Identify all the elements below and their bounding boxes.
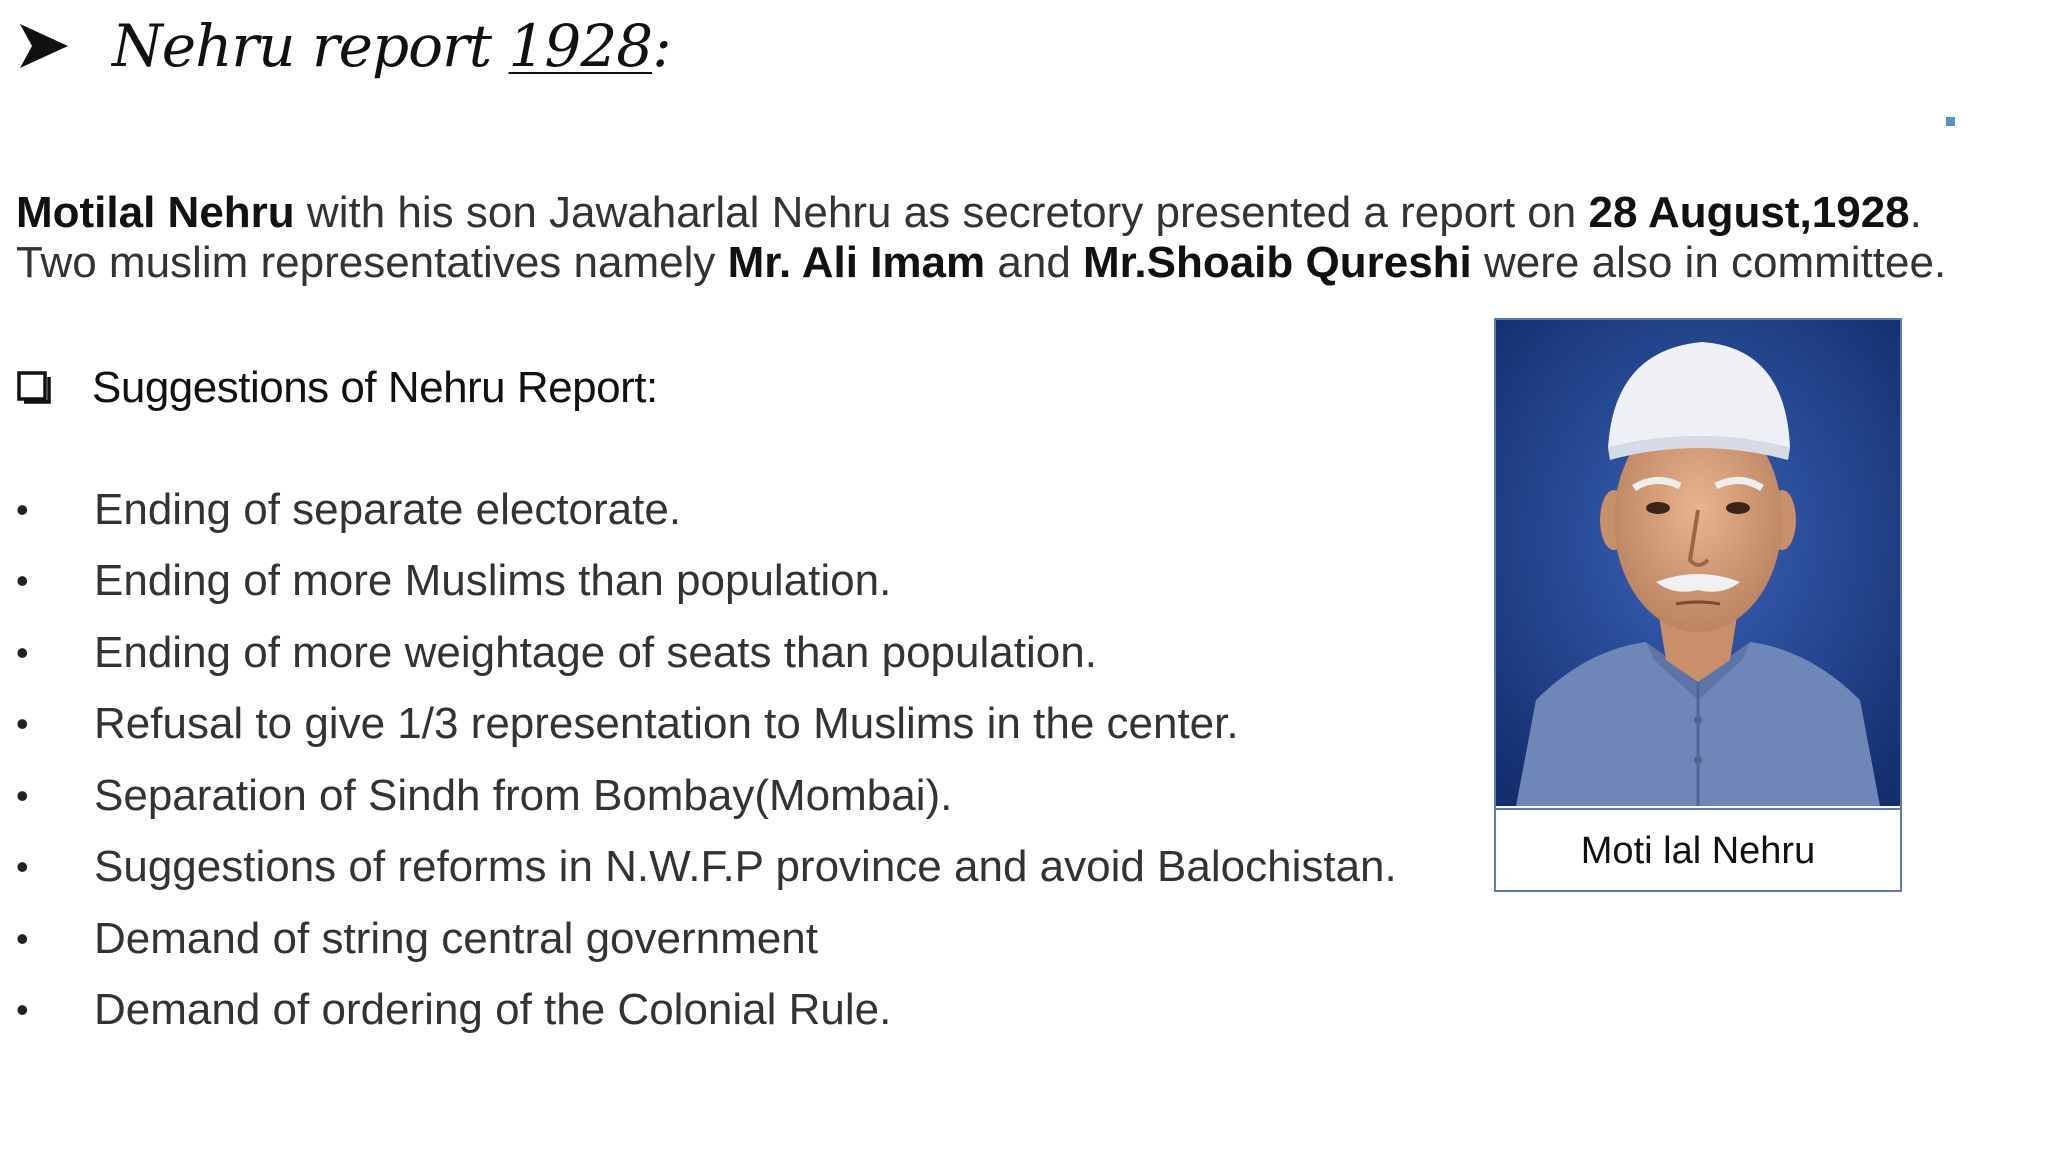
list-item [16, 975, 1397, 1047]
list-item [16, 832, 1397, 904]
intro-date: 28 August,1928 [1588, 188, 1910, 237]
list-item [16, 617, 1397, 689]
portrait-caption: Moti lal Nehru [1496, 808, 1900, 892]
intro-motilal-nehru: Motilal Nehru [16, 188, 295, 237]
list-item-text: Refusal to give 1/3 representation to Muslims in the center. [94, 699, 1239, 749]
arrowhead-bullet-icon [18, 20, 70, 72]
intro-text-2: . Two muslim representatives namely [16, 188, 1922, 287]
intro-text-3: and [985, 238, 1084, 287]
bullet-icon: • [16, 774, 29, 816]
list-item-text: Suggestions of reforms in N.W.F.P province and avoid Balochistan. [94, 842, 1397, 892]
slide-title [18, 6, 671, 86]
list-item [16, 474, 1397, 546]
suggestions-heading-text: Suggestions of Nehru Report: [92, 363, 658, 412]
bullet-icon: • [16, 917, 29, 959]
title-year: 1928 [508, 12, 653, 80]
list-item-text: Separation of Sindh from Bombay(Mombai). [94, 770, 953, 820]
portrait-illustration [1496, 320, 1900, 806]
list-item-text: Ending of separate electorate. [94, 484, 682, 534]
list-item [16, 903, 1397, 975]
checkbox-icon [16, 370, 52, 406]
title-colon: : [652, 12, 671, 80]
list-item [16, 689, 1397, 761]
list-item-text: Demand of ordering of the Colonial Rule. [94, 985, 892, 1035]
intro-shoaib-qureshi: Mr.Shoaib Qureshi [1083, 238, 1472, 287]
bullet-icon: • [16, 488, 29, 530]
bullet-icon: • [16, 631, 29, 673]
list-item-text: Demand of string central government [94, 913, 818, 963]
bullet-icon: • [16, 560, 29, 602]
bullet-icon: • [16, 703, 29, 745]
bullet-icon: • [16, 846, 29, 888]
title-text [112, 12, 671, 80]
list-item-text: Ending of more weightage of seats than population. [94, 627, 1097, 677]
list-item [16, 546, 1397, 618]
bullet-icon: • [16, 989, 29, 1031]
intro-text-1: with his son Jawaharlal Nehru as secretory presented a report on [294, 188, 1589, 237]
portrait-photo [1496, 320, 1900, 806]
intro-paragraph [16, 188, 1956, 288]
title-main: Nehru report [112, 12, 509, 80]
list-item-text: Ending of more Muslims than population. [94, 556, 892, 606]
suggestions-heading [16, 358, 658, 418]
list-item [16, 760, 1397, 832]
portrait-frame [1494, 318, 1902, 892]
suggestions-list [16, 474, 1397, 1046]
intro-ali-imam: Mr. Ali Imam [727, 238, 986, 287]
corner-marker [1946, 117, 1955, 126]
intro-text-4: were also in committee. [1471, 238, 1947, 287]
